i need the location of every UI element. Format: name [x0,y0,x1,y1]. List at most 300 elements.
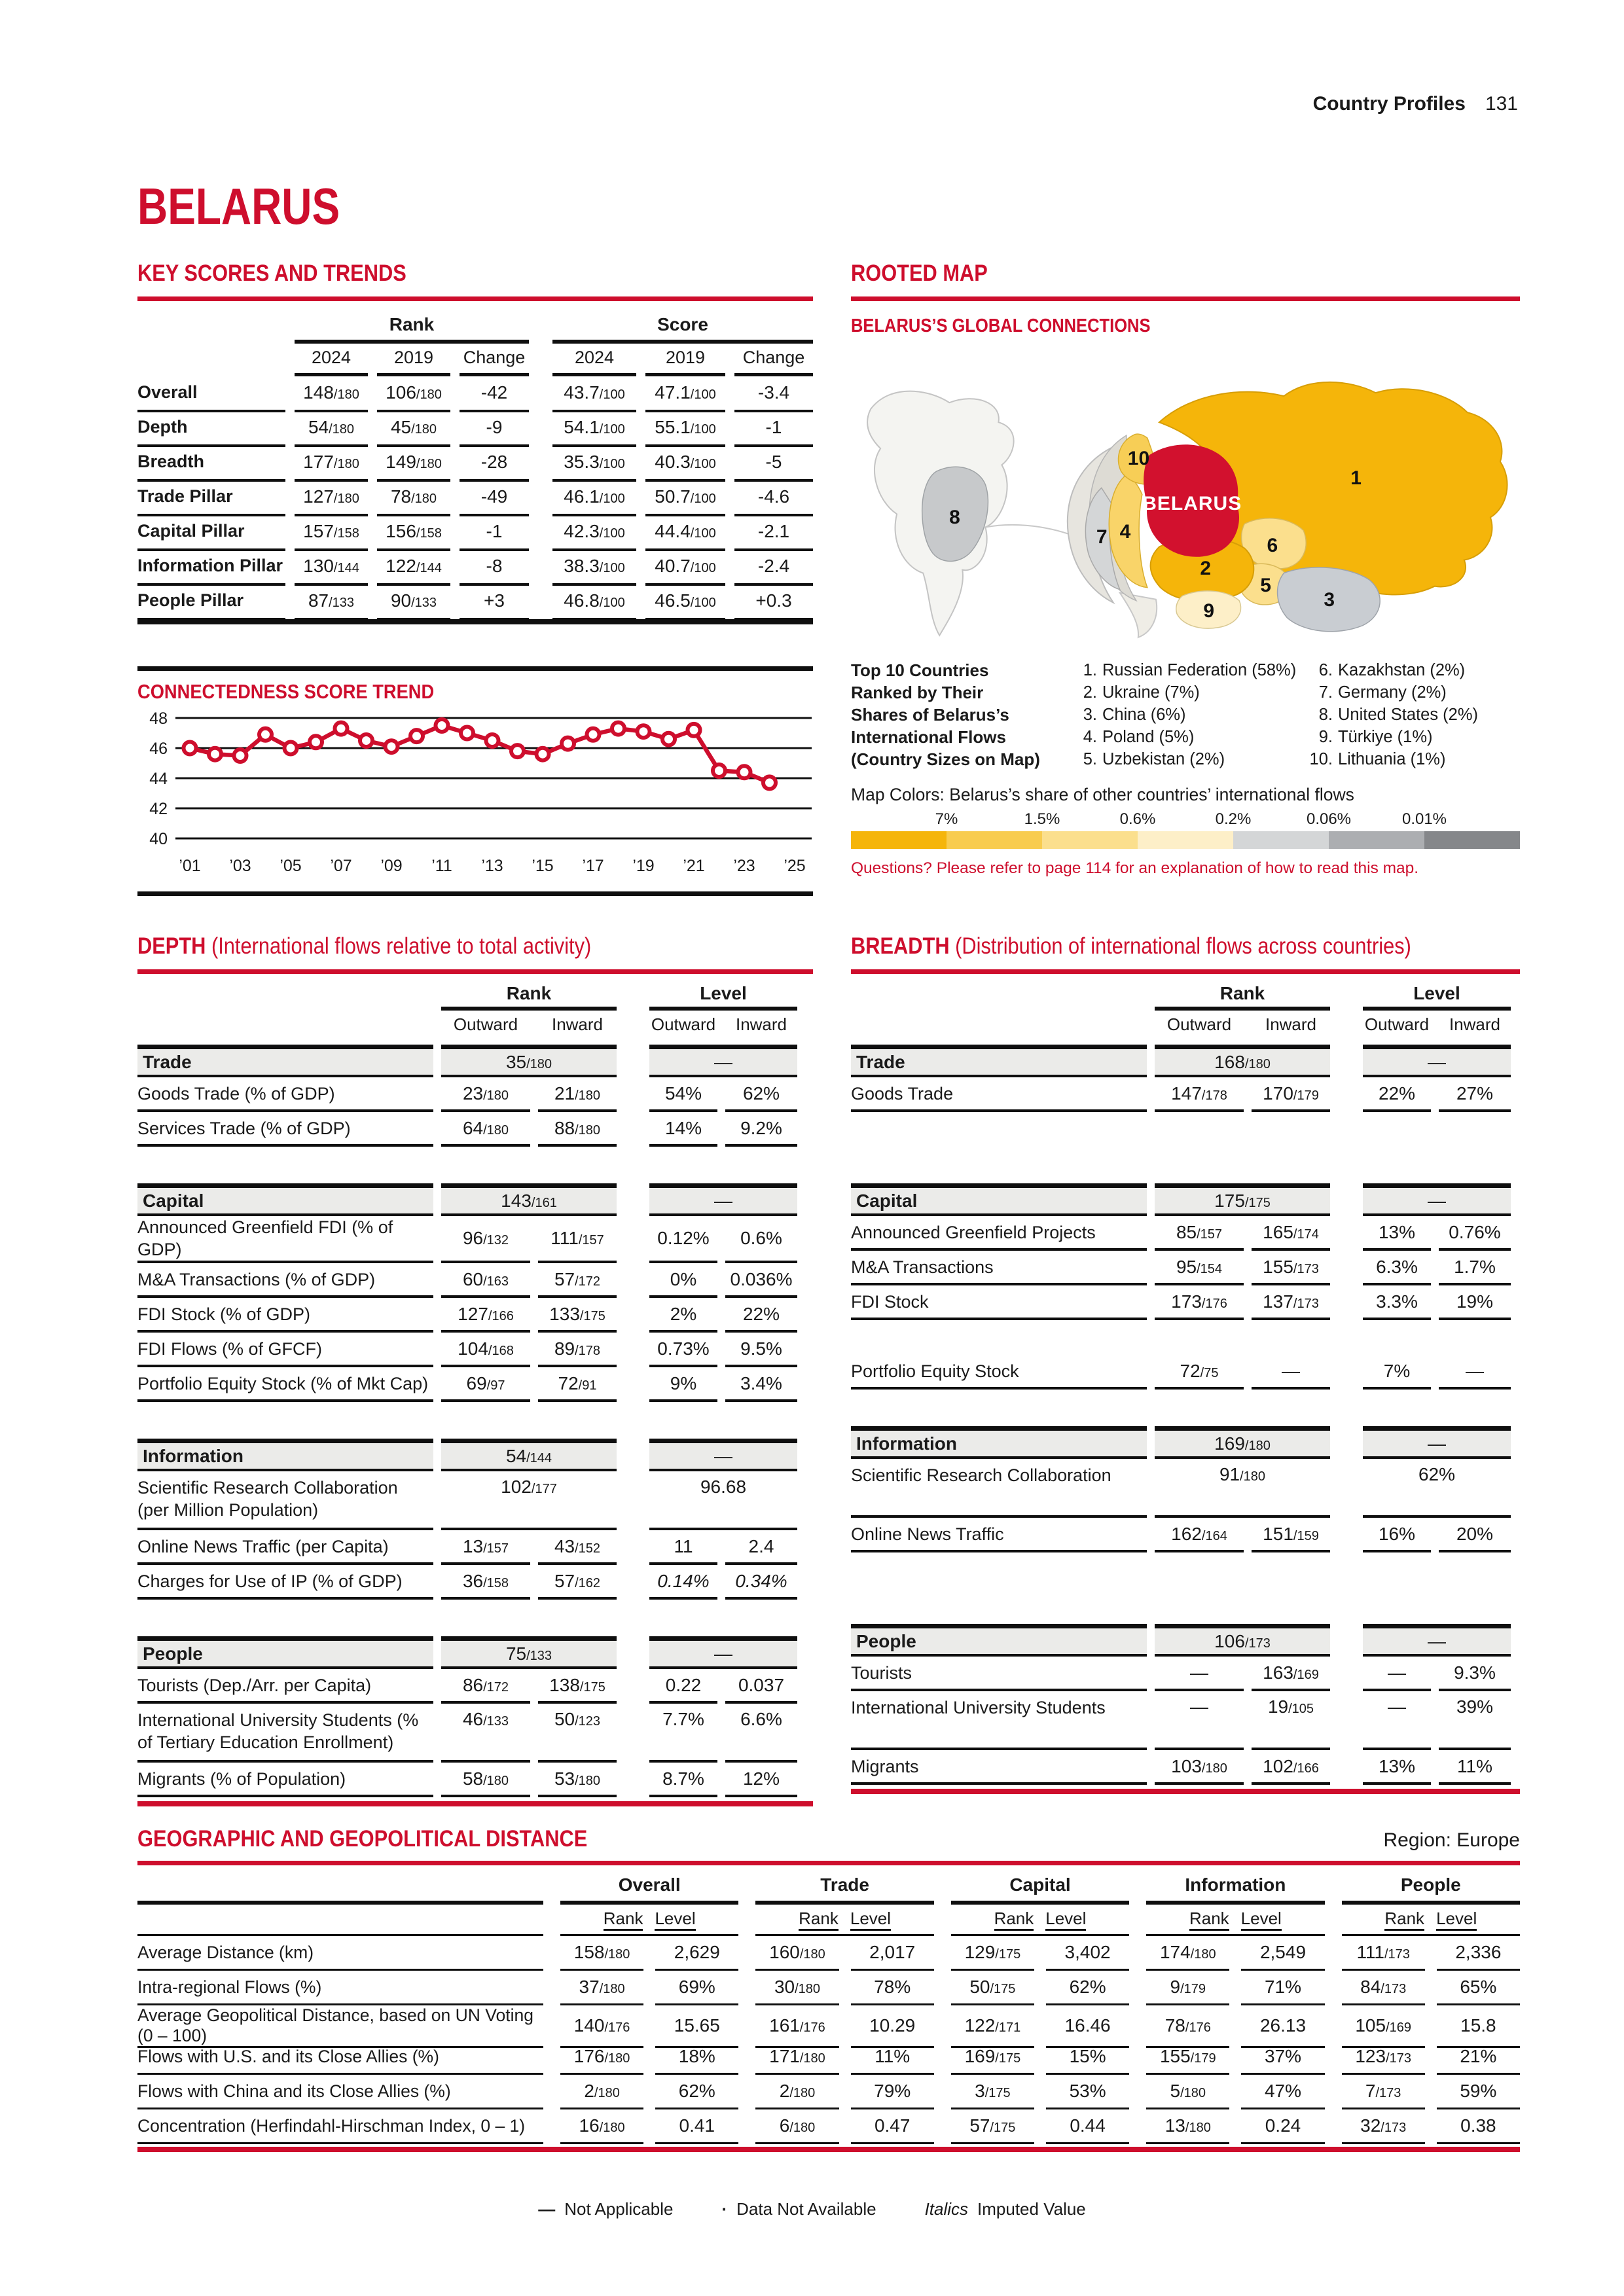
value: 57/175 [969,2115,1016,2136]
rank-value [951,2109,1034,2144]
svg-text:44: 44 [149,770,168,788]
level-value [1241,1971,1324,2005]
spacer-row [851,1320,1520,1355]
top10-list-2 [1304,659,1520,770]
table-row [137,2040,1520,2075]
key-scores-group-header [137,312,813,342]
map-number-label: 7 [1096,526,1108,548]
table-row [851,1459,1520,1518]
level-value [725,1704,797,1763]
value: 162/164 [1171,1523,1227,1544]
column-header: Rank [994,1909,1034,1931]
rank-value [538,1530,617,1565]
score-value [645,479,725,516]
left-column [137,260,813,896]
rank-value [538,1669,617,1704]
rank-value [1252,1691,1330,1750]
top10-item [1304,748,1520,770]
rank-value [1146,2109,1229,2144]
value: 0.24 [1265,2115,1301,2136]
value: 156/158 [386,520,442,541]
rank-value [1146,1936,1229,1971]
level-value [725,1263,797,1298]
level-value [1437,1971,1520,2005]
map-number-label: 9 [1203,600,1215,622]
running-header [1313,93,1518,115]
column-header: Inward [1265,1014,1317,1034]
value: 15.8 [1460,2015,1496,2036]
section-header-row [137,1045,813,1077]
svg-text:’25: ’25 [784,857,806,875]
scale-label: 1.5% [1024,810,1060,828]
score-group-header: Score [552,310,813,344]
section-level [1363,1624,1511,1657]
level-value [1241,2109,1324,2144]
section-end-rule [137,1801,813,1806]
value: -5 [765,451,782,472]
value: 78/180 [390,486,437,507]
table-row [137,411,813,446]
pillar-subsection [137,1636,813,1797]
level-value [1363,1216,1431,1251]
value: 40.7/100 [655,555,716,576]
rank-value [1155,1285,1244,1320]
year-header-row [137,342,813,376]
value: 87/133 [308,590,355,611]
value: -3.4 [757,382,790,403]
trend-heading: CONNECTEDNESS SCORE TREND [137,680,435,703]
geo-group-header: Overall [560,1874,738,1905]
rank-value [1155,1251,1244,1285]
change-value [460,375,529,412]
section-rank [441,1439,617,1471]
top10-rank: 2. [1083,683,1097,702]
value: 20% [1456,1523,1494,1544]
rank-value [1252,1750,1330,1785]
running-header-label: Country Profiles [1312,93,1466,115]
value: 27% [1456,1083,1494,1103]
rank-value [1342,1936,1425,1971]
pillar-subsection [851,1183,1520,1390]
row-label: Trade Pillar [137,479,285,516]
value: 12% [742,1768,780,1789]
rank-value [1155,1657,1244,1691]
change-value [734,583,813,620]
value: -49 [480,486,508,507]
value: 16/180 [579,2115,625,2136]
value: 155/173 [1263,1256,1319,1277]
table-row [851,1251,1520,1285]
breadth-heading: BREADTH (Distribution of international flows across countries) [851,933,1411,959]
section-rank [1155,1426,1330,1459]
value: — [1388,1696,1406,1717]
rank-value [441,1216,530,1263]
value: 55.1/100 [655,416,716,437]
change-value [460,548,529,586]
level-value [1046,2109,1129,2144]
value: 21% [1460,2046,1497,2066]
value: 13/157 [462,1535,509,1556]
rank-value [441,1263,530,1298]
pillar-subsection [851,1045,1520,1147]
value: -1 [765,416,782,437]
rank-value [1155,1216,1244,1251]
level-value [851,2109,934,2144]
value: 9.3% [1454,1662,1496,1683]
column-header: Outward [1364,1014,1430,1034]
value: 0.38 [1460,2115,1496,2136]
legend-text: Data Not Available [736,2199,876,2219]
pillar-subsection [137,1045,813,1147]
value: 2,549 [1259,1942,1307,1962]
score-value [552,444,636,482]
value: 47% [1264,2081,1302,2101]
value: 53% [1069,2081,1106,2101]
scale-label: 7% [935,810,958,828]
value: 13/180 [1164,2115,1211,2136]
column-header: Rank [1384,1909,1424,1931]
section-title: People [851,1624,1147,1657]
section-title: Capital [137,1183,433,1216]
legend-text: Not Applicable [564,2199,674,2219]
section-end-rule [137,2147,1520,2152]
rank-value [1252,1657,1330,1691]
pillar-sub-header [851,1011,1520,1039]
value: 170/179 [1263,1083,1319,1103]
table-row [851,1355,1520,1390]
value: 2% [670,1303,697,1324]
value: 168/180 [1214,1051,1271,1072]
top10-caption-line: Ranked by Their [851,683,984,702]
level-value [725,1077,797,1112]
section-title: Information [137,1439,433,1471]
section-title: Trade [137,1045,433,1077]
level-value [1437,2109,1520,2144]
column-header: Level [1045,1909,1086,1931]
value: 54.1/100 [564,416,625,437]
rank-value [1146,1971,1229,2005]
red-rule [137,1861,1520,1865]
value: -1 [486,520,503,541]
geo-group-header: Information [1146,1874,1324,1905]
rank-group-header: Rank [295,310,529,344]
scale-swatch [1329,831,1424,849]
section-rank [441,1045,617,1077]
table-row [137,1263,813,1298]
legend-footer [0,2199,1624,2219]
section-level [649,1439,797,1471]
value: — [714,1051,732,1072]
top10-caption [851,659,1068,770]
key-scores-table [137,312,813,624]
value: — [1466,1360,1484,1381]
value: 65% [1460,1977,1497,1997]
section-rank [1155,1183,1330,1216]
scale-swatch [1424,831,1520,849]
table-row [137,2109,1520,2144]
value: -4.6 [757,486,790,507]
rank-value [560,2040,643,2075]
section-rank [441,1636,617,1669]
breadth-section [851,933,1520,1794]
table-row [137,2075,1520,2109]
map-number-label: 8 [949,507,960,529]
level-value [1363,1077,1431,1112]
value: 39% [1456,1696,1494,1717]
legend-text: Imputed Value [977,2199,1086,2219]
table-row [137,1565,813,1600]
rank-value [1155,1459,1330,1518]
value: -2.4 [757,555,790,576]
value: 171/180 [769,2046,825,2066]
value: 71% [1264,1977,1302,1997]
value: 15% [1069,2046,1106,2066]
change-value [460,444,529,482]
row-label: Goods Trade (% of GDP) [137,1077,433,1112]
value: 59% [1460,2081,1497,2101]
value: 9.2% [740,1117,782,1138]
rank-value [295,375,368,412]
value: 102/166 [1263,1755,1319,1776]
connectedness-trend-chart [137,706,813,884]
level-value [1046,1936,1129,1971]
row-label: Scientific Research Collaboration [851,1459,1147,1518]
row-label: People Pillar [137,583,285,620]
table-row [851,1691,1520,1750]
depth-section [137,933,813,1806]
scale-label: 0.06% [1306,810,1352,828]
value: 147/178 [1171,1083,1227,1103]
value: 0.22 [665,1674,702,1695]
value: — [714,1190,732,1211]
value: 105/169 [1355,2015,1412,2036]
value: 79% [874,2081,911,2101]
rank-value [441,1112,530,1147]
rank-value [441,1565,530,1600]
top10-rank: 6. [1318,661,1333,679]
row-label: Concentration (Herfindahl-Hirschman Index, 0 – 1) [137,2109,543,2144]
top10-country: China (6%) [1102,706,1186,724]
level-value [655,2040,738,2075]
score-value [645,548,725,586]
red-rule [851,296,1520,301]
column-header: Level [655,1909,695,1931]
value: 6.3% [1376,1256,1418,1277]
row-label: Overall [137,375,285,412]
region-label: Region: Europe [1383,1829,1520,1851]
svg-text:’11: ’11 [431,857,452,875]
row-label: Information Pillar [137,548,285,586]
value: 0.14% [657,1570,710,1591]
top10-item [1068,659,1304,681]
pillar-subsection [851,1624,1520,1785]
rank-value [377,583,450,620]
table-row [137,1333,813,1367]
value: 54% [664,1083,702,1103]
value: 102/177 [501,1477,557,1497]
color-scale-bar [851,831,1520,849]
level-value [725,1298,797,1333]
rank-value [560,1936,643,1971]
row-label: Announced Greenfield Projects [851,1216,1147,1251]
value: 88/180 [554,1117,601,1138]
value: 23/180 [462,1083,509,1103]
map-number-label: 5 [1260,574,1271,596]
legend-symbol: Italics [924,2199,969,2219]
value: 15.65 [674,2015,720,2036]
rank-value [1155,1077,1244,1112]
value: 176/180 [573,2046,630,2066]
level-value [1439,1657,1511,1691]
rank-value [538,1763,617,1797]
value: 13% [1378,1755,1416,1776]
section-level [1363,1426,1511,1459]
level-value [1437,2075,1520,2109]
section-header-row [137,1439,813,1471]
value: 75/133 [505,1643,552,1664]
table-row [851,1750,1520,1785]
svg-text:’09: ’09 [380,857,403,875]
rank-value [295,410,368,447]
column-header: Inward [1449,1014,1501,1034]
section-rank [441,1183,617,1216]
depth-table [137,983,813,1806]
row-label: Portfolio Equity Stock [851,1355,1147,1390]
rank-value [951,1971,1034,2005]
map-number-label: 1 [1350,467,1362,489]
level-group-header: Level [1363,983,1511,1011]
level-value [649,1216,717,1263]
divider-rule [137,666,813,671]
svg-text:’07: ’07 [330,857,352,875]
value: 11% [1457,1755,1492,1776]
svg-text:’23: ’23 [733,857,755,875]
section-title: Capital [851,1183,1147,1216]
rank-value [441,1530,530,1565]
value: 95/154 [1176,1256,1223,1277]
rank-value [1342,2075,1425,2109]
score-value [552,479,636,516]
rank-value [1342,2040,1425,2075]
legend-item [538,2199,673,2219]
value: 2,336 [1455,1942,1502,1962]
value: -8 [486,555,503,576]
top10-country: Kazakhstan (2%) [1338,661,1466,679]
value: 173/176 [1171,1291,1227,1312]
level-value [1439,1518,1511,1552]
scale-swatch [947,831,1042,849]
geo-group-header: Capital [951,1874,1129,1905]
rank-value [377,444,450,482]
page-title: BELARUS [137,177,340,235]
change-value [734,444,813,482]
section-header-row [851,1624,1520,1657]
value: -2.1 [757,520,790,541]
table-row [851,1285,1520,1320]
value: 50/175 [969,1977,1016,1997]
pillar-sub-header [137,1011,813,1039]
rank-value [755,1936,839,1971]
value: -9 [486,416,503,437]
value: 0.12% [657,1228,710,1248]
color-scale-labels [851,810,1520,830]
column-header: Rank [799,1909,839,1931]
column-header: Level [1241,1909,1282,1931]
rank-value [755,2075,839,2109]
rank-value [951,2075,1034,2109]
value: 45/180 [390,416,437,437]
level-value [1439,1285,1511,1320]
value: 155/179 [1159,2046,1216,2066]
value: 158/180 [573,1942,630,1962]
scale-label: 0.2% [1215,810,1252,828]
svg-text:’17: ’17 [582,857,604,875]
red-rule [137,969,813,974]
row-label: Online News Traffic [851,1518,1147,1552]
map-number-label: 2 [1200,558,1211,579]
value: +0.3 [755,590,792,611]
value: 72/75 [1180,1360,1219,1381]
change-value [734,410,813,447]
key-scores-heading: KEY SCORES AND TRENDS [137,260,406,286]
value: 138/175 [549,1674,605,1695]
value: 60/163 [462,1268,509,1289]
section-header-row [851,1183,1520,1216]
value: -28 [480,451,508,472]
top10-rank: 7. [1318,683,1333,702]
value: 0.41 [679,2115,715,2136]
rank-value [377,375,450,412]
value: 129/175 [964,1942,1021,1962]
value: 0.34% [735,1570,787,1591]
value: 103/180 [1171,1755,1227,1776]
legend-item [721,2199,876,2219]
section-level [1363,1183,1511,1216]
value: 72/91 [558,1372,597,1393]
value: 85/157 [1176,1221,1223,1242]
row-label: Migrants (% of Population) [137,1763,433,1797]
column-header: Rank [1189,1909,1229,1931]
scale-swatch [851,831,947,849]
rank-value [1146,2075,1229,2109]
value: 7.7% [662,1709,704,1729]
scale-swatch [1138,831,1233,849]
value: 7% [1383,1360,1411,1381]
value: 57/172 [554,1268,601,1289]
value: 140/176 [573,2015,630,2036]
value: — [1388,1662,1406,1683]
level-value [1439,1216,1511,1251]
score-value [645,514,725,551]
top10-country: Uzbekistan (2%) [1102,750,1225,768]
geo-section [137,1826,1520,2152]
rank-group-header: Rank [441,983,617,1011]
value: 43.7/100 [564,382,625,403]
column-header: 2024 [295,342,368,376]
row-label: Scientific Research Collaboration (per Million Population) [137,1471,433,1530]
value: 57/162 [554,1570,601,1591]
row-label: FDI Stock (% of GDP) [137,1298,433,1333]
svg-text:’21: ’21 [683,857,705,875]
svg-text:48: 48 [149,709,168,728]
value: — [1190,1662,1208,1683]
rank-value [441,1471,617,1530]
geo-sub-header-row [137,1905,1520,1936]
value: 46.5/100 [655,590,716,611]
value: 26.13 [1259,2015,1307,2036]
row-label: Announced Greenfield FDI (% of GDP) [137,1216,433,1263]
value: 19/105 [1267,1696,1314,1717]
